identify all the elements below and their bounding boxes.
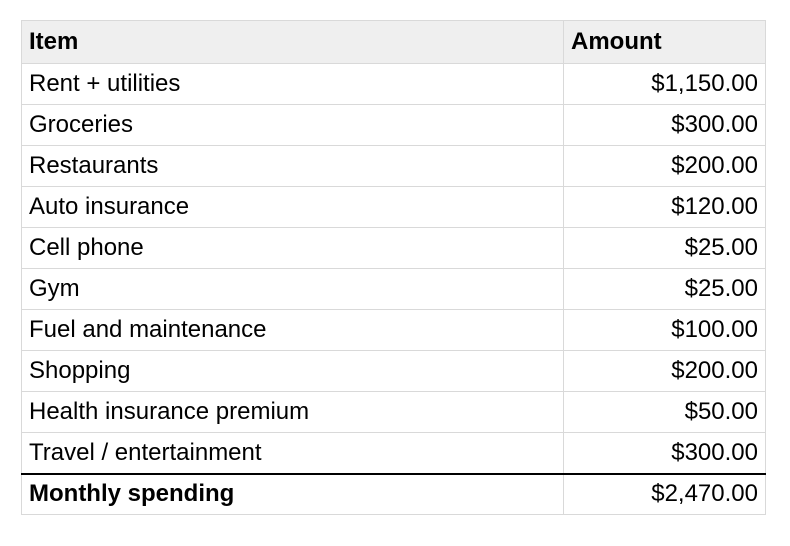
item-cell[interactable]: Fuel and maintenance [22, 310, 564, 351]
header-item[interactable]: Item [22, 21, 564, 64]
item-cell[interactable]: Health insurance premium [22, 392, 564, 433]
table-row [22, 269, 766, 310]
amount-cell[interactable]: $200.00 [564, 351, 766, 392]
total-row [22, 474, 766, 515]
amount-cell[interactable]: $1,150.00 [564, 64, 766, 105]
item-cell[interactable]: Cell phone [22, 228, 564, 269]
table-row [22, 310, 766, 351]
item-cell[interactable]: Auto insurance [22, 187, 564, 228]
header-row [22, 21, 766, 64]
item-cell[interactable]: Rent + utilities [22, 64, 564, 105]
table-row [22, 105, 766, 146]
table-row [22, 392, 766, 433]
item-cell[interactable]: Travel / entertainment [22, 433, 564, 474]
amount-cell[interactable]: $200.00 [564, 146, 766, 187]
item-cell[interactable]: Gym [22, 269, 564, 310]
amount-cell[interactable]: $300.00 [564, 433, 766, 474]
amount-cell[interactable]: $50.00 [564, 392, 766, 433]
spending-table [21, 20, 766, 515]
item-cell[interactable]: Groceries [22, 105, 564, 146]
table-row [22, 228, 766, 269]
table-row [22, 351, 766, 392]
table-row [22, 64, 766, 105]
total-label-cell[interactable]: Monthly spending [22, 474, 564, 515]
total-amount-cell[interactable]: $2,470.00 [564, 474, 766, 515]
item-cell[interactable]: Shopping [22, 351, 564, 392]
table-row [22, 433, 766, 474]
item-cell[interactable]: Restaurants [22, 146, 564, 187]
amount-cell[interactable]: $25.00 [564, 269, 766, 310]
spending-table-container [21, 20, 765, 515]
amount-cell[interactable]: $300.00 [564, 105, 766, 146]
amount-cell[interactable]: $25.00 [564, 228, 766, 269]
header-amount[interactable]: Amount [564, 21, 766, 64]
table-row [22, 146, 766, 187]
amount-cell[interactable]: $100.00 [564, 310, 766, 351]
amount-cell[interactable]: $120.00 [564, 187, 766, 228]
table-row [22, 187, 766, 228]
